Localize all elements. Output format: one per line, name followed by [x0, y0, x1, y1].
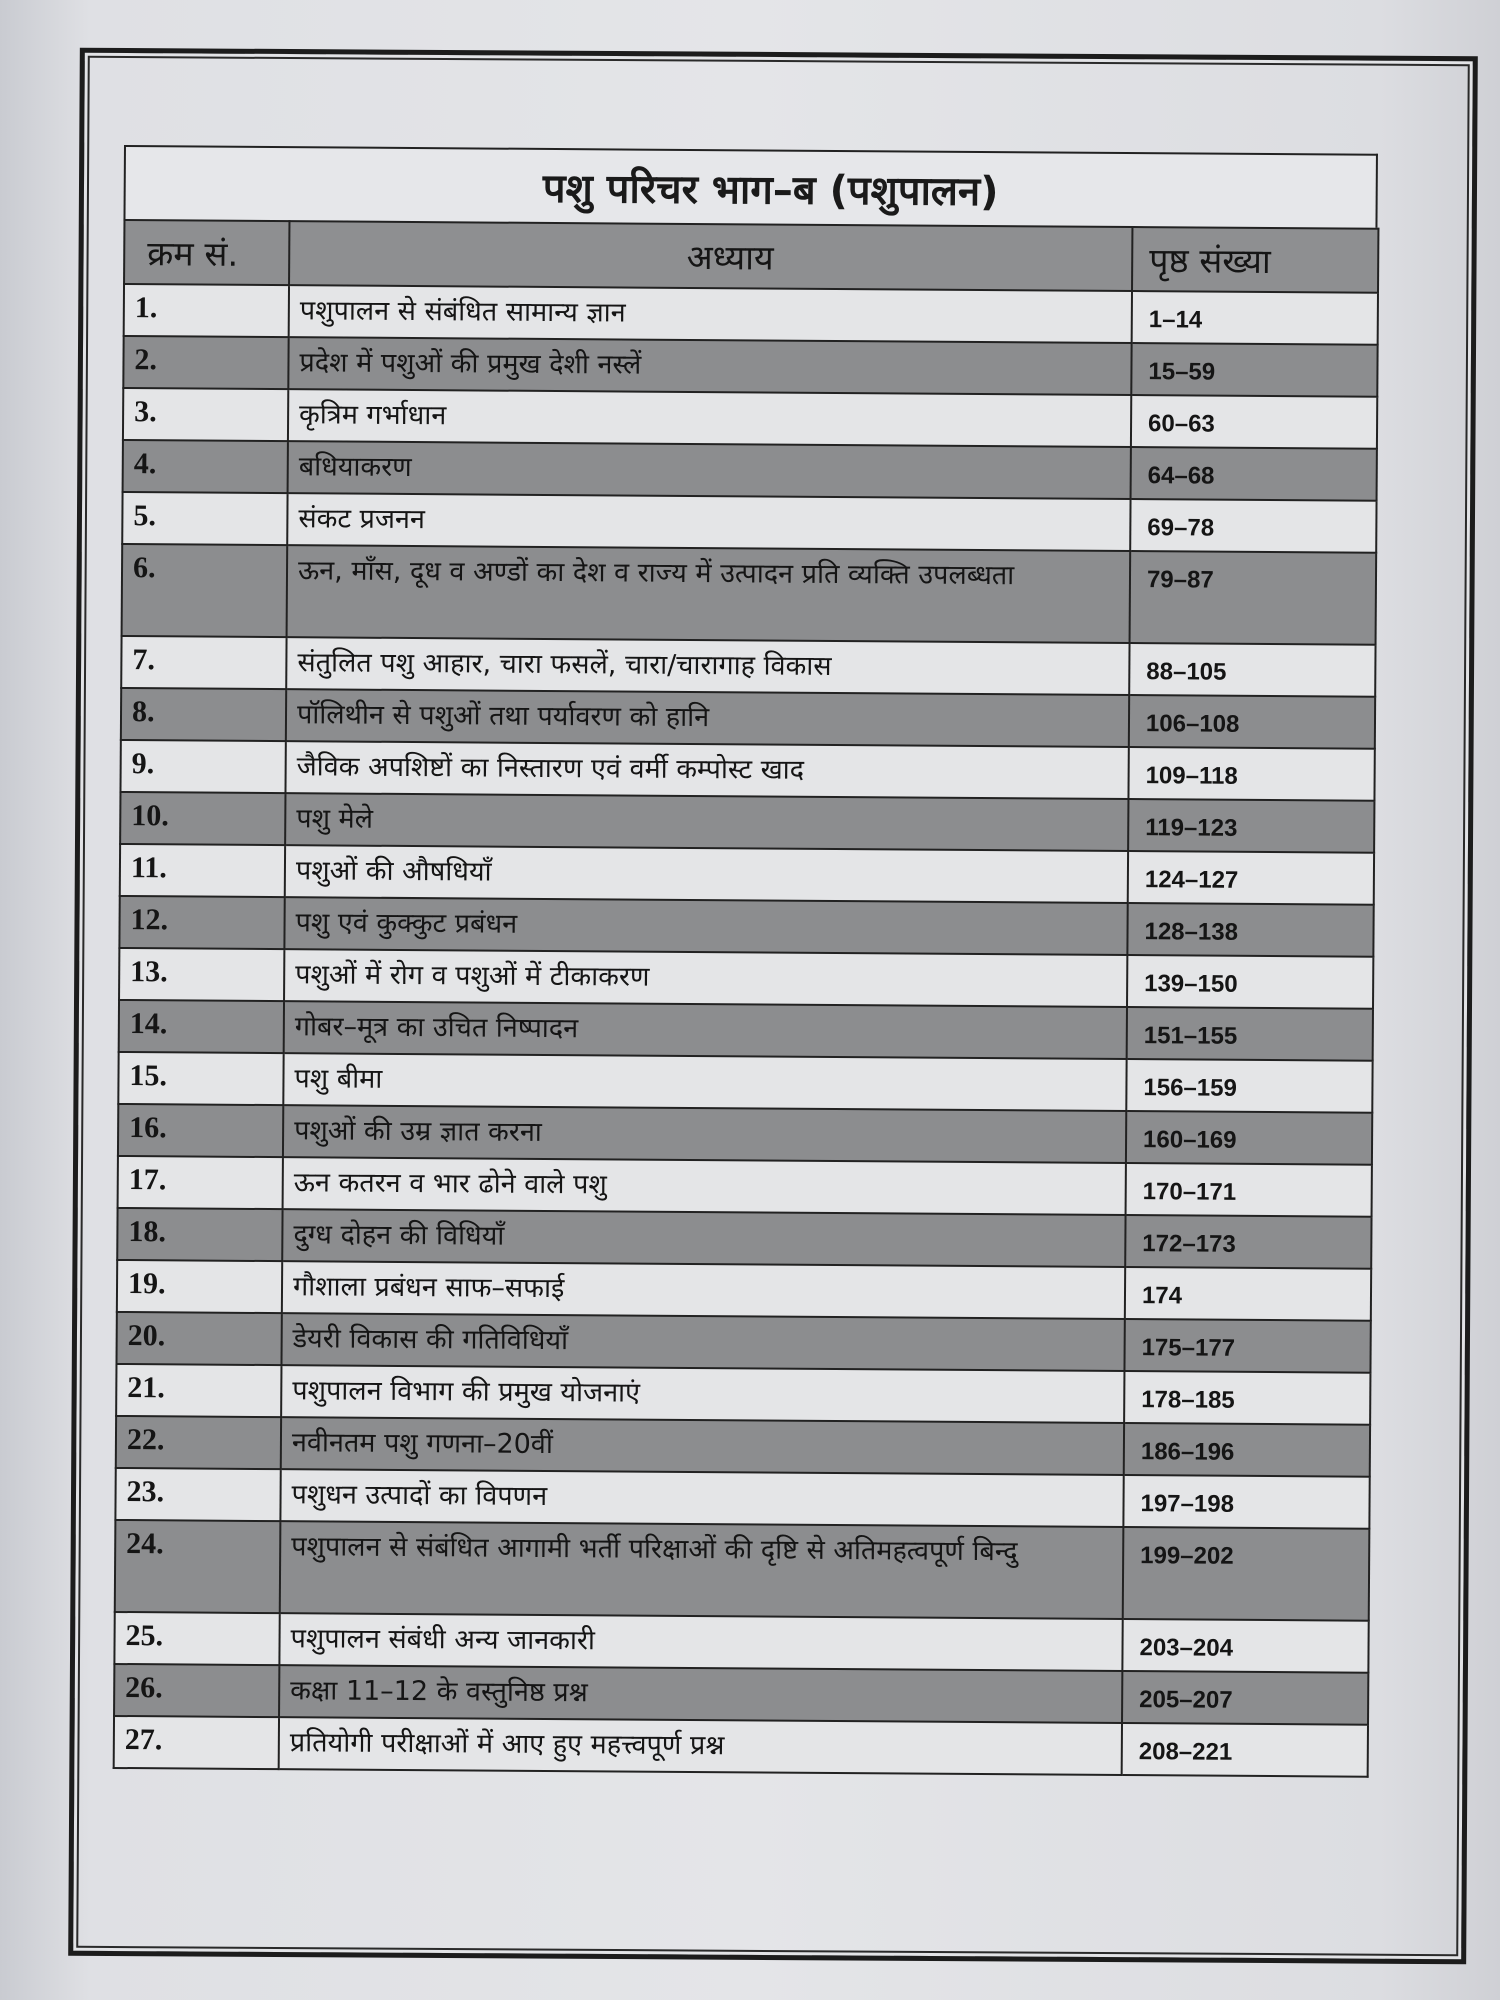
page-range: 151–155: [1127, 1007, 1373, 1061]
chapter-title: ऊन कतरन व भार ढोने वाले पशु: [283, 1157, 1126, 1215]
table-row: [121, 688, 1375, 749]
chapter-number: 17.: [118, 1156, 283, 1209]
chapter-number: 18.: [117, 1208, 282, 1261]
chapter-title: जैविक अपशिष्टों का निस्तारण एवं वर्मी कम्पोस्ट खाद: [285, 741, 1128, 799]
chapter-number: 25.: [114, 1612, 279, 1665]
table-row: [123, 336, 1377, 397]
table-of-contents: [113, 145, 1378, 1778]
chapter-title: कृत्रिम गर्भाधान: [288, 389, 1131, 447]
chapter-number: 4.: [123, 440, 288, 493]
page-range: 124–127: [1128, 851, 1374, 905]
page-range: 79–87: [1130, 551, 1377, 645]
page-range: 106–108: [1129, 695, 1375, 749]
chapter-title: पशुओं की उम्र ज्ञात करना: [283, 1105, 1126, 1163]
page-range: 203–204: [1122, 1619, 1368, 1673]
chapter-title: गौशाला प्रबंधन साफ–सफाई: [282, 1261, 1125, 1319]
column-header-chapter: अध्याय: [289, 221, 1132, 291]
chapter-title: पशुपालन विभाग की प्रमुख योजनाएं: [281, 1365, 1124, 1423]
table-row: [124, 284, 1378, 345]
chapter-number: 8.: [121, 688, 286, 741]
chapter-number: 10.: [120, 792, 285, 845]
table-row: [114, 1612, 1368, 1673]
toc-table: [113, 219, 1380, 1778]
page-range: 69–78: [1130, 499, 1376, 553]
chapter-title: पशु एवं कुक्कुट प्रबंधन: [284, 897, 1127, 955]
page-range: 119–123: [1128, 799, 1374, 853]
chapter-title: नवीनतम पशु गणना–20वीं: [281, 1417, 1124, 1475]
chapter-title: पशुओं की औषधियाँ: [285, 845, 1128, 903]
column-header-serial: क्रम सं.: [124, 220, 289, 285]
toc-title: पशु परिचर भाग–ब (पशुपालन): [123, 145, 1377, 228]
table-row: [117, 1260, 1371, 1321]
chapter-title: कक्षा 11–12 के वस्तुनिष्ठ प्रश्न: [279, 1665, 1122, 1723]
chapter-number: 24.: [115, 1520, 281, 1613]
chapter-title: पशुधन उत्पादों का विपणन: [280, 1469, 1123, 1527]
chapter-title: दुग्ध दोहन की विधियाँ: [282, 1209, 1125, 1267]
chapter-number: 12.: [119, 896, 284, 949]
table-row: [116, 1364, 1370, 1425]
chapter-title: पशु मेले: [285, 793, 1128, 851]
chapter-number: 27.: [114, 1716, 279, 1769]
page-range: 15–59: [1131, 343, 1377, 397]
chapter-number: 7.: [121, 636, 286, 689]
table-row: [119, 948, 1373, 1009]
chapter-number: 20.: [116, 1312, 281, 1365]
table-row: [115, 1468, 1369, 1529]
chapter-title: पशुओं में रोग व पशुओं में टीकाकरण: [284, 949, 1127, 1007]
chapter-title: प्रतियोगी परीक्षाओं में आए हुए महत्त्वपूर्ण प्रश्न: [279, 1717, 1122, 1775]
page-range: 160–169: [1126, 1111, 1372, 1165]
table-row: [116, 1312, 1370, 1373]
page-range: 197–198: [1123, 1475, 1369, 1529]
page-range: 128–138: [1127, 903, 1373, 957]
page-range: 109–118: [1128, 747, 1374, 801]
page-range: 199–202: [1123, 1527, 1370, 1621]
chapter-title: गोबर–मूत्र का उचित निष्पादन: [284, 1001, 1127, 1059]
chapter-number: 22.: [116, 1416, 281, 1469]
page-range: 175–177: [1124, 1319, 1370, 1373]
chapter-title: पशुपालन संबंधी अन्य जानकारी: [279, 1613, 1122, 1671]
table-row: [120, 792, 1374, 853]
chapter-title: संतुलित पशु आहार, चारा फसलें, चारा/चारागाह विकास: [286, 637, 1129, 695]
chapter-number: 6.: [122, 544, 288, 637]
table-row: [120, 740, 1374, 801]
chapter-title: डेयरी विकास की गतिविधियाँ: [281, 1313, 1124, 1371]
chapter-number: 13.: [119, 948, 284, 1001]
page-range: 88–105: [1129, 643, 1375, 697]
table-row: [121, 636, 1375, 697]
chapter-number: 11.: [120, 844, 285, 897]
chapter-number: 3.: [123, 388, 288, 441]
table-row: [119, 1000, 1373, 1061]
chapter-number: 9.: [120, 740, 285, 793]
page-range: 172–173: [1125, 1215, 1371, 1269]
chapter-title: पशुपालन से संबंधित सामान्य ज्ञान: [289, 285, 1132, 343]
chapter-title: संकट प्रजनन: [287, 493, 1130, 551]
table-row: [114, 1716, 1368, 1777]
chapter-number: 16.: [118, 1104, 283, 1157]
chapter-title: पशुपालन से संबंधित आगामी भर्ती परिक्षाओं की दृष्टि से अतिमहत्वपूर्ण बिन्दु: [280, 1521, 1124, 1619]
chapter-number: 2.: [123, 336, 288, 389]
page-range: 156–159: [1126, 1059, 1372, 1113]
page-range: 64–68: [1131, 447, 1377, 501]
chapter-number: 15.: [118, 1052, 283, 1105]
table-row: [119, 896, 1373, 957]
chapter-number: 19.: [117, 1260, 282, 1313]
page-range: 170–171: [1126, 1163, 1372, 1217]
chapter-title: ऊन, माँस, दूध व अण्डों का देश व राज्य में उत्पादन प्रति व्यक्ति उपलब्धता: [287, 545, 1131, 643]
chapter-title: बधियाकरण: [288, 441, 1131, 499]
table-row: [122, 544, 1377, 645]
table-row: [123, 388, 1377, 449]
table-row: [114, 1664, 1368, 1725]
table-row: [118, 1052, 1372, 1113]
table-row: [117, 1208, 1371, 1269]
table-row: [118, 1104, 1372, 1165]
chapter-number: 14.: [119, 1000, 284, 1053]
page-range: 139–150: [1127, 955, 1373, 1009]
page-range: 186–196: [1124, 1423, 1370, 1477]
chapter-number: 26.: [114, 1664, 279, 1717]
page-range: 174: [1125, 1267, 1371, 1321]
table-row: [123, 440, 1377, 501]
page-range: 205–207: [1122, 1671, 1368, 1725]
chapter-number: 21.: [116, 1364, 281, 1417]
table-row: [120, 844, 1374, 905]
table-row: [115, 1520, 1370, 1621]
page-range: 178–185: [1124, 1371, 1370, 1425]
page-range: 60–63: [1131, 395, 1377, 449]
page-range: 1–14: [1132, 291, 1378, 345]
table-row: [122, 492, 1376, 553]
chapter-number: 1.: [124, 284, 289, 337]
chapter-title: पशु बीमा: [283, 1053, 1126, 1111]
table-row: [118, 1156, 1372, 1217]
table-row: [116, 1416, 1370, 1477]
page-range: 208–221: [1122, 1723, 1368, 1777]
chapter-number: 5.: [122, 492, 287, 545]
chapter-number: 23.: [115, 1468, 280, 1521]
toc-header-row: [124, 220, 1378, 293]
column-header-pages: पृष्ठ संख्या: [1132, 227, 1378, 293]
chapter-title: प्रदेश में पशुओं की प्रमुख देशी नस्लें: [288, 337, 1131, 395]
chapter-title: पॉलिथीन से पशुओं तथा पर्यावरण को हानि: [286, 689, 1129, 747]
